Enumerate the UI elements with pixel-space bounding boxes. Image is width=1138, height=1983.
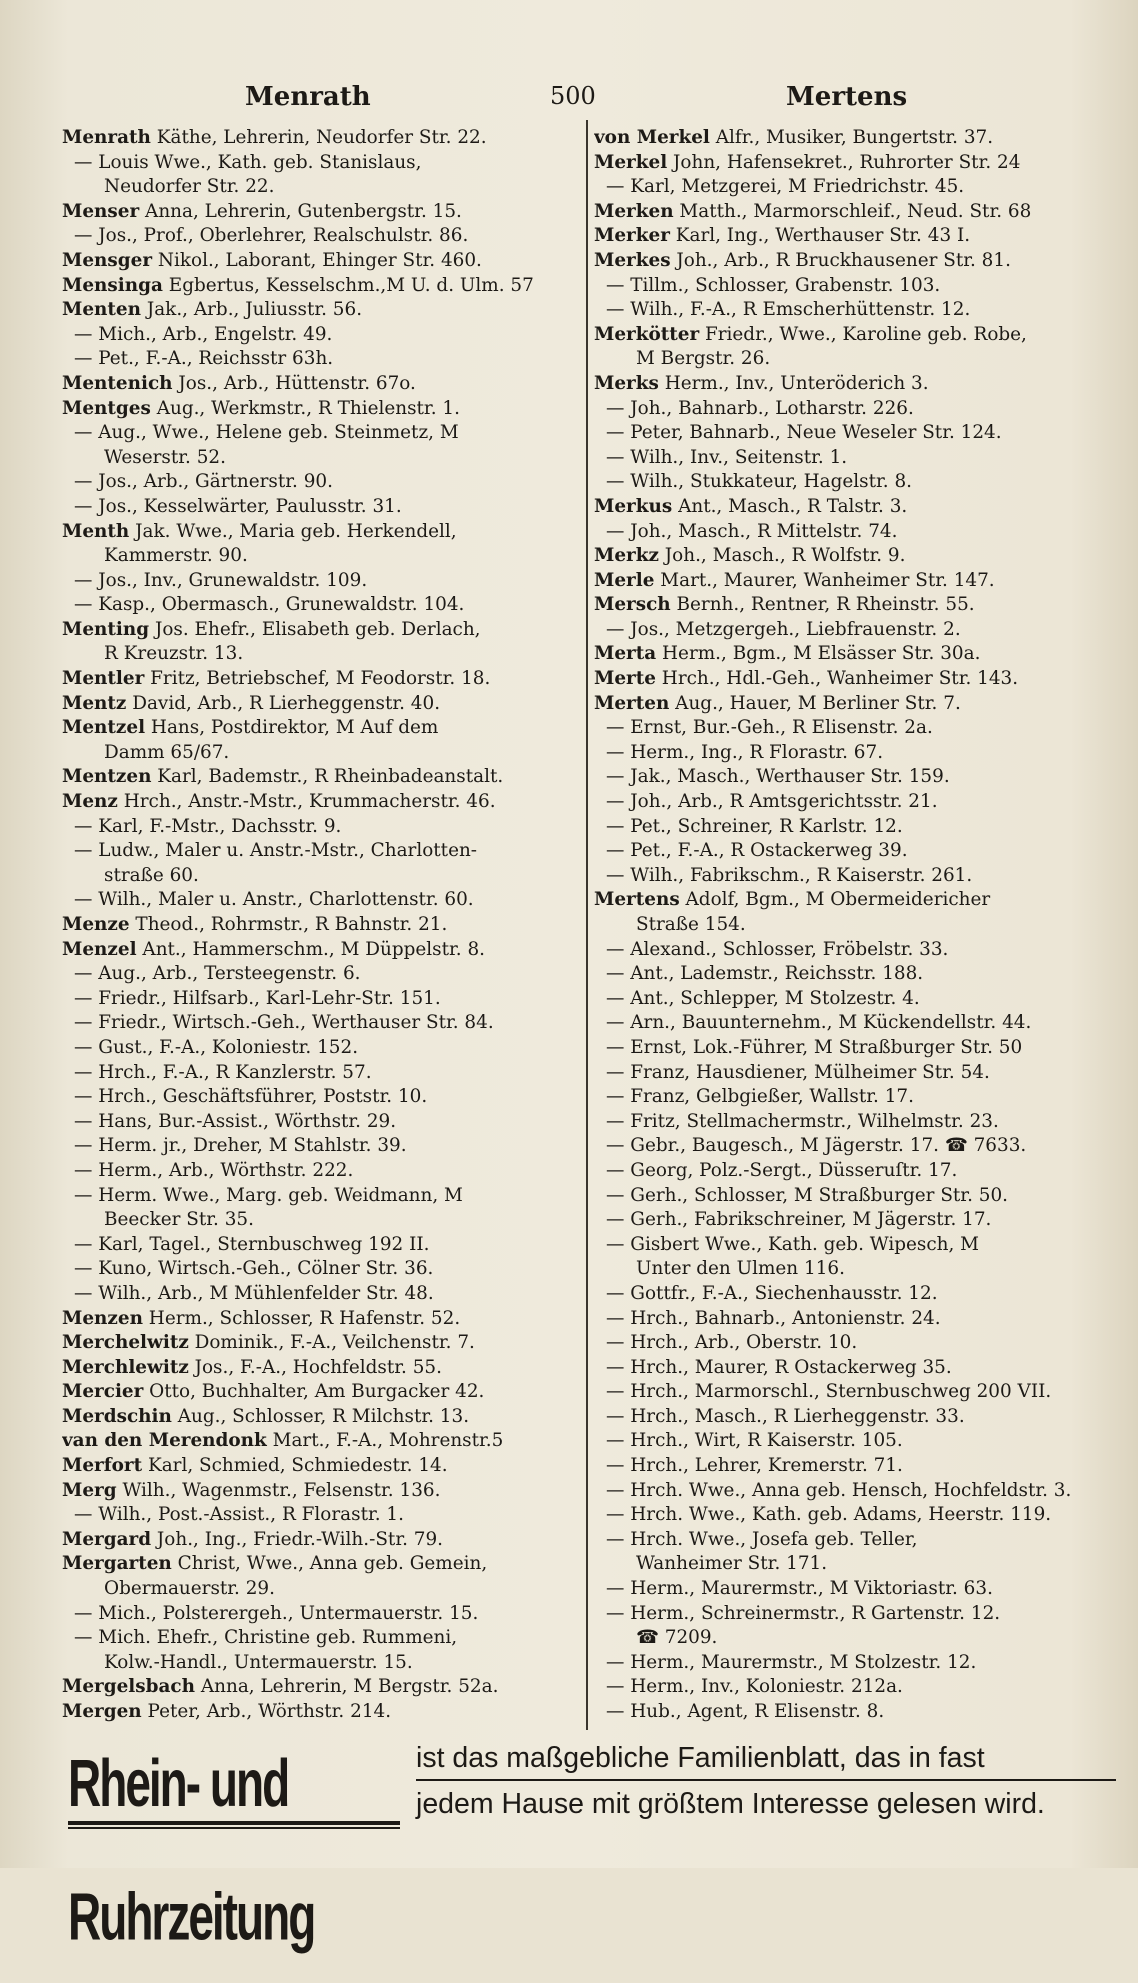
directory-entry: Mergelsbach Anna, Lehrerin, M Bergstr. 52a.	[62, 1676, 499, 1698]
directory-entry: — Peter, Bahnarb., Neue Weseler Str. 124.	[594, 421, 1114, 446]
directory-entry: — Ant., Schlepper, M Stolzestr. 4.	[594, 987, 1114, 1012]
directory-entry: Merdschin Aug., Schlosser, R Milchstr. 13.	[62, 1405, 470, 1427]
directory-entry: — Joh., Masch., R Mittelstr. 74.	[594, 520, 1114, 545]
directory-entry: — Hrch., Geschäftsführer, Poststr. 10.	[62, 1085, 582, 1110]
directory-entry: Mentzen Karl, Bademstr., R Rheinbadeanstalt.	[62, 766, 504, 788]
ad-slogan-line-2: jedem Hause mit größtem Interesse gelesen wird.	[416, 1779, 1116, 1825]
newspaper-logo	[68, 1737, 400, 1955]
directory-entry: Wanheimer Str. 171.	[636, 1553, 828, 1575]
directory-entry: — Hrch., Arb., Oberstr. 10.	[594, 1331, 1114, 1356]
directory-entry: — Pet., F.-A., R Ostackerweg 39.	[594, 839, 1114, 864]
directory-entry: Mentzel Hans, Postdirektor, M Auf dem	[62, 717, 439, 739]
directory-entry: Merker Karl, Ing., Werthauser Str. 43 I.	[594, 225, 971, 247]
directory-entry: — Alexand., Schlosser, Fröbelstr. 33.	[594, 938, 1114, 963]
directory-entry: — Hans, Bur.-Assist., Wörthstr. 29.	[62, 1110, 582, 1135]
directory-entry: Obermauerstr. 29.	[104, 1578, 275, 1600]
directory-entry: Menzel Ant., Hammerschm., M Düppelstr. 8.	[62, 938, 485, 960]
directory-entry: Menth Jak. Wwe., Maria geb. Herkendell,	[62, 520, 457, 542]
directory-entry: — Gerh., Schlosser, M Straßburger Str. 50.	[594, 1184, 1114, 1209]
directory-entry: — Pet., F.-A., Reichsstr 63h.	[62, 347, 582, 372]
directory-entry: — Gottfr., F.-A., Siechenhausstr. 12.	[594, 1282, 1114, 1307]
directory-entry: — Ernst, Bur.-Geh., R Elisenstr. 2a.	[594, 716, 1114, 741]
directory-entry: — Wilh., Fabrikschm., R Kaiserstr. 261.	[594, 864, 1114, 889]
directory-entry: Merkus Ant., Masch., R Talstr. 3.	[594, 495, 908, 517]
directory-entry: Mentler Fritz, Betriebschef, M Feodorstr. 18.	[62, 668, 491, 690]
right-column	[594, 126, 1114, 1726]
directory-entry: Unter den Ulmen 116.	[636, 1258, 845, 1280]
directory-entry: — Jos., Prof., Oberlehrer, Realschulstr. 86.	[62, 224, 582, 249]
directory-entry: van den Merendonk Mart., F.-A., Mohrenstr.5	[62, 1430, 504, 1452]
directory-entry: — Gebr., Baugesch., M Jägerstr. 17. ☎ 7633.	[594, 1134, 1114, 1159]
directory-entry: Merken Matth., Marmorschleif., Neud. Str. 68	[594, 200, 1032, 222]
directory-entry: — Gerh., Fabrikschreiner, M Jägerstr. 17.	[594, 1208, 1114, 1233]
newspaper-name: Rhein- und Ruhrzeitung	[68, 1745, 315, 1955]
directory-entry: Merkes Joh., Arb., R Bruckhausener Str. 81.	[594, 249, 1011, 271]
directory-entry: — Karl, Tagel., Sternbuschweg 192 II.	[62, 1233, 582, 1258]
column-divider	[586, 120, 588, 1730]
directory-entry: — Gust., F.-A., Koloniestr. 152.	[62, 1036, 582, 1061]
directory-entry: — Hrch. Wwe., Josefa geb. Teller,	[594, 1528, 1114, 1553]
directory-entry: — Kuno, Wirtsch.-Geh., Cölner Str. 36.	[62, 1257, 582, 1282]
directory-entry: — Kasp., Obermasch., Grunewaldstr. 104.	[62, 593, 582, 618]
logo-rule	[68, 1827, 400, 1829]
directory-entry: — Mich., Arb., Engelstr. 49.	[62, 323, 582, 348]
directory-entry: — Hrch., Masch., R Lierheggenstr. 33.	[594, 1405, 1114, 1430]
directory-entry: Merkz Joh., Masch., R Wolfstr. 9.	[594, 545, 906, 567]
directory-entry: — Franz, Gelbgießer, Wallstr. 17.	[594, 1085, 1114, 1110]
directory-entry: R Kreuzstr. 13.	[104, 643, 244, 665]
directory-entry: Menting Jos. Ehefr., Elisabeth geb. Derlach,	[62, 618, 481, 640]
directory-entry: Menze Theod., Rohrmstr., R Bahnstr. 21.	[62, 914, 448, 935]
header-right-keyword: Mertens	[786, 82, 908, 112]
directory-entry: Mensinga Egbertus, Kesselschm.,M U. d. Ulm. 57	[62, 274, 534, 296]
directory-entry: — Hub., Agent, R Elisenstr. 8.	[594, 1700, 1114, 1725]
directory-entry: — Hrch., Bahnarb., Antonienstr. 24.	[594, 1307, 1114, 1332]
directory-entry: Beecker Str. 35.	[104, 1209, 254, 1231]
directory-entry: Mertens Adolf, Bgm., M Obermeidericher	[594, 889, 991, 911]
directory-entry: Mergarten Christ, Wwe., Anna geb. Gemein,	[62, 1553, 488, 1575]
directory-entry: — Franz, Hausdiener, Mülheimer Str. 54.	[594, 1061, 1114, 1086]
directory-entry: Menzen Herm., Schlosser, R Hafenstr. 52.	[62, 1307, 461, 1329]
directory-entry: von Merkel Alfr., Musiker, Bungertstr. 37.	[594, 127, 994, 148]
directory-entry: — Wilh., Post.-Assist., R Florastr. 1.	[62, 1503, 582, 1528]
directory-entry: Merta Herm., Bgm., M Elsässer Str. 30a.	[594, 643, 981, 665]
directory-entry: — Fritz, Stellmachermstr., Wilhelmstr. 23.	[594, 1110, 1114, 1135]
directory-entry: — Wilh., F.-A., R Emscherhüttenstr. 12.	[594, 298, 1114, 323]
directory-entry: — Wilh., Maler u. Anstr., Charlottenstr. 60.	[62, 888, 582, 913]
directory-entry: Menten Jak., Arb., Juliusstr. 56.	[62, 299, 363, 321]
directory-entry: Kammerstr. 90.	[104, 545, 248, 567]
directory-entry: straße 60.	[104, 864, 199, 886]
directory-entry: — Herm., Maurermstr., M Viktoriastr. 63.	[594, 1577, 1114, 1602]
directory-entry: — Jos., Inv., Grunewaldstr. 109.	[62, 569, 582, 594]
directory-entry: — Mich. Ehefr., Christine geb. Rummeni,	[62, 1626, 582, 1651]
directory-entry: — Hrch. Wwe., Kath. geb. Adams, Heerstr. 119.	[594, 1503, 1114, 1528]
directory-entry: — Arn., Bauunternehm., M Kückendellstr. 44.	[594, 1011, 1114, 1036]
directory-entry: Mensger Nikol., Laborant, Ehinger Str. 460.	[62, 249, 482, 271]
left-column	[62, 126, 582, 1726]
directory-entry: — Karl, Metzgerei, M Friedrichstr. 45.	[594, 175, 1114, 200]
directory-entry: — Louis Wwe., Kath. geb. Stanislaus,	[62, 151, 582, 176]
directory-entry: — Friedr., Wirtsch.-Geh., Werthauser Str. 84.	[62, 1011, 582, 1036]
directory-entry: — Aug., Wwe., Helene geb. Steinmetz, M	[62, 421, 582, 446]
directory-entry: Merg Wilh., Wagenmstr., Felsenstr. 136.	[62, 1479, 441, 1501]
header-left-keyword: Menrath	[245, 82, 371, 112]
directory-entry: Merks Herm., Inv., Unteröderich 3.	[594, 372, 929, 394]
directory-entry: — Jos., Arb., Gärtnerstr. 90.	[62, 470, 582, 495]
directory-entry: — Ernst, Lok.-Führer, M Straßburger Str. 50	[594, 1036, 1114, 1061]
directory-entry: — Gisbert Wwe., Kath. geb. Wipesch, M	[594, 1233, 1114, 1258]
directory-entry: — Herm., Schreinermstr., R Gartenstr. 12.	[594, 1602, 1114, 1627]
directory-entry: — Karl, F.-Mstr., Dachsstr. 9.	[62, 815, 582, 840]
directory-entry: — Mich., Polsterergeh., Untermauerstr. 15.	[62, 1602, 582, 1627]
directory-entry: — Tillm., Schlosser, Grabenstr. 103.	[594, 274, 1114, 299]
directory-entry: — Ant., Lademstr., Reichsstr. 188.	[594, 962, 1114, 987]
ad-slogan	[416, 1737, 1116, 1825]
directory-entry: Merle Mart., Maurer, Wanheimer Str. 147.	[594, 569, 995, 591]
directory-entry: Merchlewitz Jos., F.-A., Hochfeldstr. 55.	[62, 1356, 442, 1378]
directory-entry: Menrath Käthe, Lehrerin, Neudorfer Str. 22.	[62, 127, 487, 148]
directory-entry: — Hrch., F.-A., R Kanzlerstr. 57.	[62, 1061, 582, 1086]
directory-entry: — Hrch., Wirt, R Kaiserstr. 105.	[594, 1429, 1114, 1454]
directory-entry: Menz Hrch., Anstr.-Mstr., Krummacherstr. 46.	[62, 791, 496, 813]
directory-entry: Merkötter Friedr., Wwe., Karoline geb. Robe,	[594, 323, 1027, 345]
directory-entry: Straße 154.	[636, 914, 746, 935]
directory-entry: Mersch Bernh., Rentner, R Rheinstr. 55.	[594, 594, 975, 616]
directory-entry: Neudorfer Str. 22.	[104, 176, 275, 198]
ad-slogan-line-1: ist das maßgebliche Familienblatt, das in fast	[416, 1742, 985, 1774]
directory-entry: — Hrch., Marmorschl., Sternbuschweg 200 VII.	[594, 1380, 1114, 1405]
directory-entry: — Herm., Ing., R Florastr. 67.	[594, 741, 1114, 766]
directory-entry: Merte Hrch., Hdl.-Geh., Wanheimer Str. 143.	[594, 668, 1019, 690]
directory-entry: — Georg, Polz.-Sergt., Düsseruſtr. 17.	[594, 1159, 1114, 1184]
directory-entry: Mercier Otto, Buchhalter, Am Burgacker 42.	[62, 1381, 485, 1403]
directory-entry: Kolw.-Handl., Untermauerstr. 15.	[104, 1651, 413, 1673]
directory-entry: — Pet., Schreiner, R Karlstr. 12.	[594, 815, 1114, 840]
page-header	[0, 80, 1138, 120]
directory-entry: — Herm., Arb., Wörthstr. 222.	[62, 1159, 582, 1184]
directory-entry: Weserstr. 52.	[104, 446, 226, 468]
directory-entry: Mergen Peter, Arb., Wörthstr. 214.	[62, 1701, 392, 1722]
directory-entry: — Hrch., Maurer, R Ostackerweg 35.	[594, 1356, 1114, 1381]
directory-entry: — Hrch. Wwe., Anna geb. Hensch, Hochfeldstr. 3.	[594, 1479, 1114, 1504]
page-number: 500	[550, 82, 596, 110]
directory-entry: — Wilh., Arb., M Mühlenfelder Str. 48.	[62, 1282, 582, 1307]
directory-entry: Merfort Karl, Schmied, Schmiedestr. 14.	[62, 1455, 448, 1477]
directory-entry: Merkel John, Hafensekret., Ruhrorter Str. 24	[594, 151, 1021, 173]
directory-entry: — Joh., Bahnarb., Lotharstr. 226.	[594, 397, 1114, 422]
advertisement	[68, 1737, 1118, 1955]
directory-entry: Mentenich Jos., Arb., Hüttenstr. 67o.	[62, 372, 416, 394]
directory-entry: — Jos., Kesselwärter, Paulusstr. 31.	[62, 495, 582, 520]
directory-entry: Mentz David, Arb., R Lierheggenstr. 40.	[62, 692, 441, 714]
directory-entry: Damm 65/67.	[104, 741, 230, 763]
directory-entry: — Jos., Metzgergeh., Liebfrauenstr. 2.	[594, 618, 1114, 643]
directory-entry: — Friedr., Hilfsarb., Karl-Lehr-Str. 151.	[62, 987, 582, 1012]
directory-entry: Merchelwitz Dominik., F.-A., Veilchenstr. 7.	[62, 1332, 475, 1354]
directory-entry: Mergard Joh., Ing., Friedr.-Wilh.-Str. 79.	[62, 1528, 444, 1550]
directory-entry: — Jak., Masch., Werthauser Str. 159.	[594, 765, 1114, 790]
directory-entry: Mentges Aug., Werkmstr., R Thielenstr. 1.	[62, 397, 460, 419]
directory-entry: — Herm. jr., Dreher, M Stahlstr. 39.	[62, 1134, 582, 1159]
directory-entry: Merten Aug., Hauer, M Berliner Str. 7.	[594, 692, 961, 714]
directory-entry: — Wilh., Inv., Seitenstr. 1.	[594, 446, 1114, 471]
directory-entry: ☎ 7209.	[636, 1627, 718, 1649]
directory-entry: — Ludw., Maler u. Anstr.-Mstr., Charlotten-	[62, 839, 582, 864]
directory-entry: Menser Anna, Lehrerin, Gutenbergstr. 15.	[62, 200, 462, 222]
directory-entry: — Herm., Maurermstr., M Stolzestr. 12.	[594, 1651, 1114, 1676]
directory-entry: — Herm. Wwe., Marg. geb. Weidmann, M	[62, 1184, 582, 1209]
directory-entry: — Herm., Inv., Koloniestr. 212a.	[594, 1675, 1114, 1700]
directory-entry: — Joh., Arb., R Amtsgerichtsstr. 21.	[594, 790, 1114, 815]
directory-entry: — Hrch., Lehrer, Kremerstr. 71.	[594, 1454, 1114, 1479]
directory-entry	[594, 1725, 1114, 1726]
logo-rule	[68, 1821, 400, 1825]
directory-entry: — Aug., Arb., Tersteegenstr. 6.	[62, 962, 582, 987]
directory-entry: M Bergstr. 26.	[636, 348, 771, 370]
directory-entry: — Wilh., Stukkateur, Hagelstr. 8.	[594, 470, 1114, 495]
